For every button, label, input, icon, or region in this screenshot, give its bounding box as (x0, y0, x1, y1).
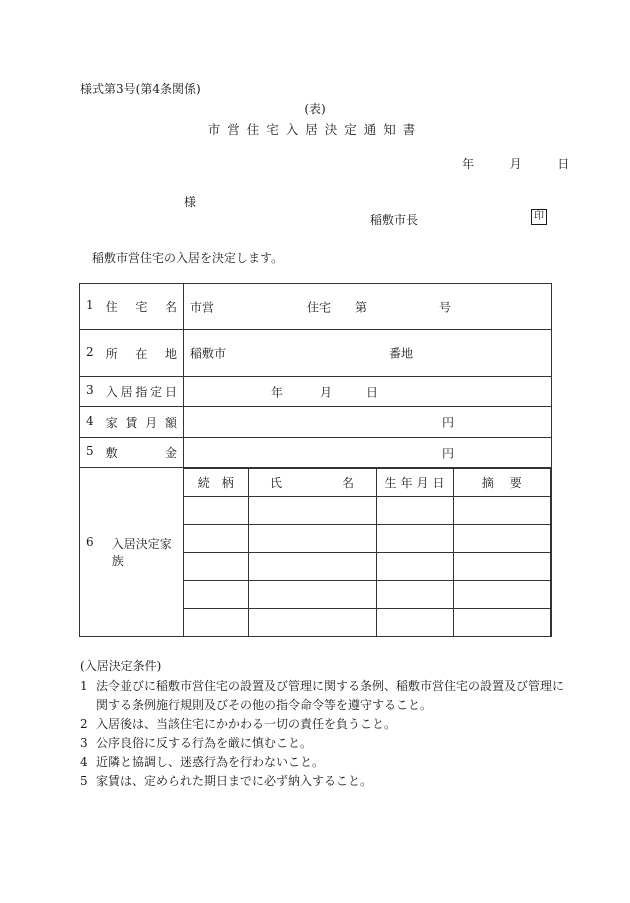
row-label (106, 298, 177, 315)
remarks-cell[interactable] (453, 525, 551, 553)
label-char: 家 (105, 415, 118, 430)
conditions-heading: (入居決定条件) (80, 659, 162, 673)
family-header-row (184, 469, 551, 497)
row-number: 2 (86, 344, 94, 359)
header-birth (376, 469, 453, 497)
deposit-unit: 円 (442, 446, 455, 460)
row-number: 5 (86, 444, 94, 458)
relation-cell[interactable] (184, 525, 248, 553)
row-label (106, 414, 177, 431)
remarks-cell[interactable] (453, 609, 551, 637)
birth-cell[interactable] (376, 497, 453, 525)
address-suffix: 番地 (389, 346, 414, 361)
condition-item: 2 入居後は、当該住宅にかかわる一切の責任を負うこと。 (80, 717, 397, 731)
label-char: 日 (432, 476, 445, 490)
document-title: 市営住宅入居決定通知書 (207, 122, 423, 137)
label-char: 宅 (135, 300, 148, 314)
row-label: 入居決定家族 (111, 537, 172, 568)
label-char: 金 (164, 446, 177, 460)
remarks-cell[interactable] (453, 553, 551, 581)
label-char: 居 (120, 385, 133, 399)
row-address (80, 330, 552, 377)
date-year: 年 (462, 157, 475, 171)
relation-cell[interactable] (184, 581, 248, 609)
housing-prefix: 市営 (190, 300, 215, 314)
name-cell[interactable] (248, 525, 376, 553)
addressee-suffix: 様 (184, 195, 197, 209)
housing-go: 号 (439, 300, 452, 314)
label-char: 要 (509, 476, 522, 490)
relation-cell[interactable] (184, 497, 248, 525)
issue-date (462, 155, 569, 172)
family-row (184, 497, 551, 525)
row-label (106, 444, 177, 461)
housing-mid: 住宅 (307, 300, 332, 314)
family-table (184, 468, 551, 636)
label-char: 続 (197, 476, 210, 490)
date-day: 日 (557, 157, 570, 171)
family-row (184, 581, 551, 609)
row-housing-name (80, 284, 552, 330)
row-rent (80, 407, 552, 438)
row-number: 1 (86, 298, 94, 312)
notice-table (79, 283, 552, 637)
move-in-day: 日 (366, 385, 379, 399)
condition-item: 4 近隣と協調し、迷惑行為を行わないこと。 (80, 755, 325, 769)
form-number: 様式第3号(第4条関係) (80, 82, 201, 96)
label-char: 所 (105, 346, 118, 361)
label-char: 月 (416, 476, 429, 490)
row-move-in-date (80, 377, 552, 407)
label-char: 賃 (125, 415, 138, 430)
relation-cell[interactable] (184, 609, 248, 637)
header-relation (184, 469, 248, 497)
row-number: 6 (86, 535, 94, 549)
side-label: (表) (304, 102, 326, 116)
seal-mark: 印 (531, 209, 547, 225)
label-char: 住 (105, 300, 118, 314)
family-row (184, 609, 551, 637)
birth-cell[interactable] (376, 553, 453, 581)
intro-text: 稲敷市営住宅の入居を決定します。 (92, 251, 284, 265)
birth-cell[interactable] (376, 581, 453, 609)
name-cell[interactable] (248, 497, 376, 525)
row-family (80, 468, 552, 637)
remarks-cell[interactable] (453, 581, 551, 609)
name-cell[interactable] (248, 609, 376, 637)
label-char: 生 (384, 476, 397, 490)
row-label (106, 345, 177, 362)
label-char: 地 (164, 346, 177, 361)
name-cell[interactable] (248, 553, 376, 581)
name-cell[interactable] (248, 581, 376, 609)
issuer: 稲敷市長 (370, 213, 419, 227)
label-char: 在 (135, 346, 148, 361)
label-char: 年 (400, 476, 413, 490)
condition-item: 3 公序良俗に反する行為を厳に慎むこと。 (80, 736, 313, 750)
address-prefix: 稲敷市 (190, 346, 227, 361)
family-row (184, 525, 551, 553)
label-char: 指 (135, 385, 148, 399)
move-in-year: 年 (271, 385, 284, 399)
birth-cell[interactable] (376, 609, 453, 637)
label-char: 定 (150, 385, 163, 399)
label-char: 敷 (105, 446, 118, 460)
row-deposit (80, 438, 552, 468)
condition-item: 5 家賃は、定められた期日までに必ず納入すること。 (80, 774, 373, 788)
header-remarks (453, 469, 551, 497)
date-month: 月 (509, 157, 522, 171)
label-char: 額 (164, 415, 177, 430)
condition-item-continued: 関する条例施行規則及びその他の指令命令等を遵守すること。 (96, 698, 433, 712)
family-row (184, 553, 551, 581)
label-char: 月 (145, 415, 158, 430)
birth-cell[interactable] (376, 525, 453, 553)
header-name: 氏 名 (248, 469, 376, 497)
rent-unit: 円 (442, 415, 455, 430)
row-number: 4 (86, 413, 94, 428)
move-in-month: 月 (320, 385, 333, 399)
row-label (106, 383, 177, 400)
label-char: 入 (105, 385, 118, 399)
label-char: 柄 (221, 476, 234, 490)
label-char: 名 (164, 300, 177, 314)
row-number: 3 (86, 383, 94, 397)
condition-item: 1 法令並びに稲敷市営住宅の設置及び管理に関する条例、稲敷市営住宅の設置及び管理に (80, 679, 565, 693)
label-char: 摘 (481, 476, 494, 490)
remarks-cell[interactable] (453, 497, 551, 525)
relation-cell[interactable] (184, 553, 248, 581)
housing-dai: 第 (355, 300, 368, 314)
label-char: 日 (164, 385, 177, 399)
